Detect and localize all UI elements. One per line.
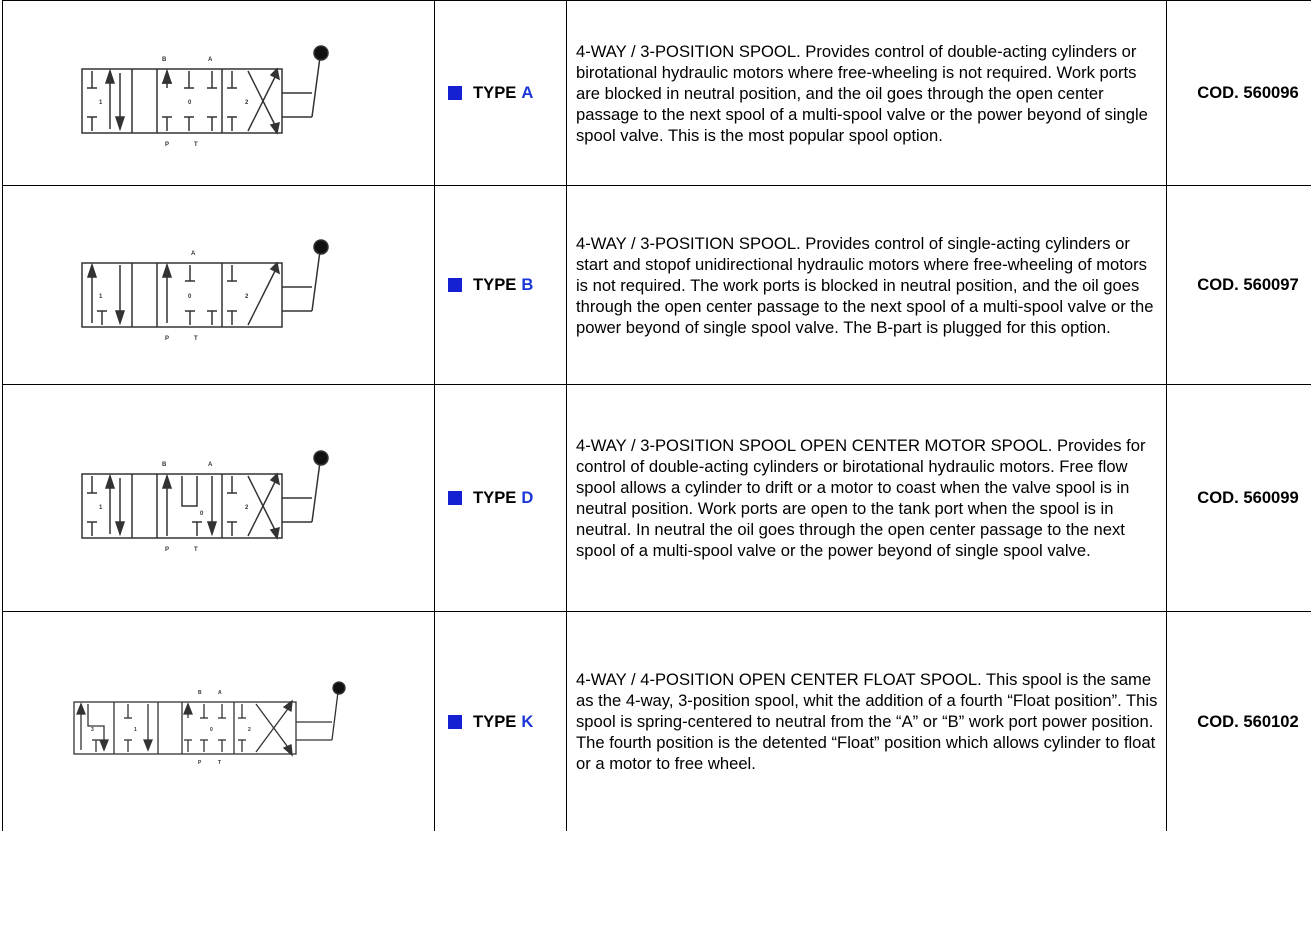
position-0-label: 0 (187, 294, 191, 300)
position-3-label: 3 (90, 726, 94, 733)
position-1-label: 1 (133, 726, 137, 733)
position-0-label: 0 (209, 726, 213, 733)
code-cell: COD. 560096 (1167, 1, 1311, 186)
spool-b-hydraulic-symbol (72, 223, 372, 353)
spool-k-hydraulic-symbol (72, 670, 372, 780)
code-cell: COD. 560102 (1167, 612, 1311, 832)
position-0-label: 0 (187, 100, 191, 106)
type-letter: D (521, 488, 534, 507)
port-a-label: A (190, 251, 195, 257)
diagram-cell (3, 186, 435, 385)
port-p-label: P (164, 142, 169, 148)
bullet-square-icon (448, 278, 462, 292)
port-t-label: T (217, 759, 221, 766)
bullet-square-icon (448, 86, 462, 100)
position-2-label: 2 (244, 505, 248, 511)
position-1-label: 1 (98, 294, 102, 300)
diagram-cell (3, 385, 435, 612)
code-cell: COD. 560099 (1167, 385, 1311, 612)
description-cell: 4-WAY / 3-POSITION SPOOL. Provides control of double-acting cylinders or birotational hydraulic motors where free-wheeling is not required. Work ports are blocked in neutral position, and the oil goes through the open center passage to the next spool of a multi-spool valve or the power beyond of single spool valve. This is the most popular spool option. (567, 1, 1167, 186)
spool-row-type-k (3, 612, 1311, 832)
bullet-square-icon (448, 715, 462, 729)
position-2-label: 2 (247, 726, 251, 733)
port-p-label: P (197, 759, 201, 766)
description-cell: 4-WAY / 3-POSITION SPOOL. Provides control of single-acting cylinders or start and stopof unidirectional hydraulic motors where free-wheeling of motors is not required. The work ports is blocked in neutral position, and the oil goes through the open center passage to the next spool of a multi-spool valve or the power beyond of single spool valve. The B-part is plugged for this option. (567, 186, 1167, 385)
description-cell: 4-WAY / 3-POSITION SPOOL OPEN CENTER MOTOR SPOOL. Provides for control of double-acting cylinders or birotational hydraulic motors. Free flow spool allows a cylinder to drift or a motor to coast when the valve spool is in neutral position. Work ports are open to the tank port when the spool is in neutral. In neutral the oil goes through the open center passage to the next spool of a multi-spool valve or the power beyond of single spool valve. (567, 385, 1167, 612)
port-p-label: P (164, 547, 169, 553)
type-cell (435, 1, 567, 186)
type-prefix: TYPE (473, 275, 517, 294)
type-letter: B (521, 275, 534, 294)
port-b-label: B (161, 57, 166, 63)
diagram-cell (3, 1, 435, 186)
spool-row-type-b (3, 186, 1311, 385)
type-prefix: TYPE (473, 83, 517, 102)
type-letter: K (521, 711, 534, 731)
position-2-label: 2 (244, 294, 248, 300)
type-cell (435, 612, 567, 832)
spool-row-type-d (3, 385, 1311, 612)
spool-options-table (2, 0, 1311, 831)
position-1-label: 1 (98, 505, 102, 511)
type-letter: A (521, 83, 534, 102)
description-cell: 4-WAY / 4-POSITION OPEN CENTER FLOAT SPOOL. This spool is the same as the 4-way, 3-position spool, whit the addition of a fourth “Float position”. This spool is spring-centered to neutral from the “A” or “B” work port power position. The fourth position is the detented “Float” position which allows cylinder to float or a motor to free wheel. (567, 612, 1167, 832)
port-a-label: A (217, 689, 222, 696)
port-b-label: B (161, 462, 166, 468)
type-cell (435, 186, 567, 385)
position-0-label: 0 (199, 511, 203, 517)
type-cell (435, 385, 567, 612)
type-prefix: TYPE (473, 711, 517, 731)
type-prefix: TYPE (473, 488, 517, 507)
port-t-label: T (193, 142, 198, 148)
port-t-label: T (193, 336, 198, 342)
position-1-label: 1 (98, 100, 102, 106)
port-b-label: B (197, 689, 202, 696)
code-cell: COD. 560097 (1167, 186, 1311, 385)
port-t-label: T (193, 547, 198, 553)
port-a-label: A (207, 57, 212, 63)
spool-row-type-a (3, 1, 1311, 186)
diagram-cell (3, 612, 435, 832)
bullet-square-icon (448, 491, 462, 505)
port-p-label: P (164, 336, 169, 342)
spool-a-hydraulic-symbol (72, 31, 372, 161)
spool-d-hydraulic-symbol (72, 436, 372, 566)
position-2-label: 2 (244, 100, 248, 106)
port-a-label: A (207, 462, 212, 468)
